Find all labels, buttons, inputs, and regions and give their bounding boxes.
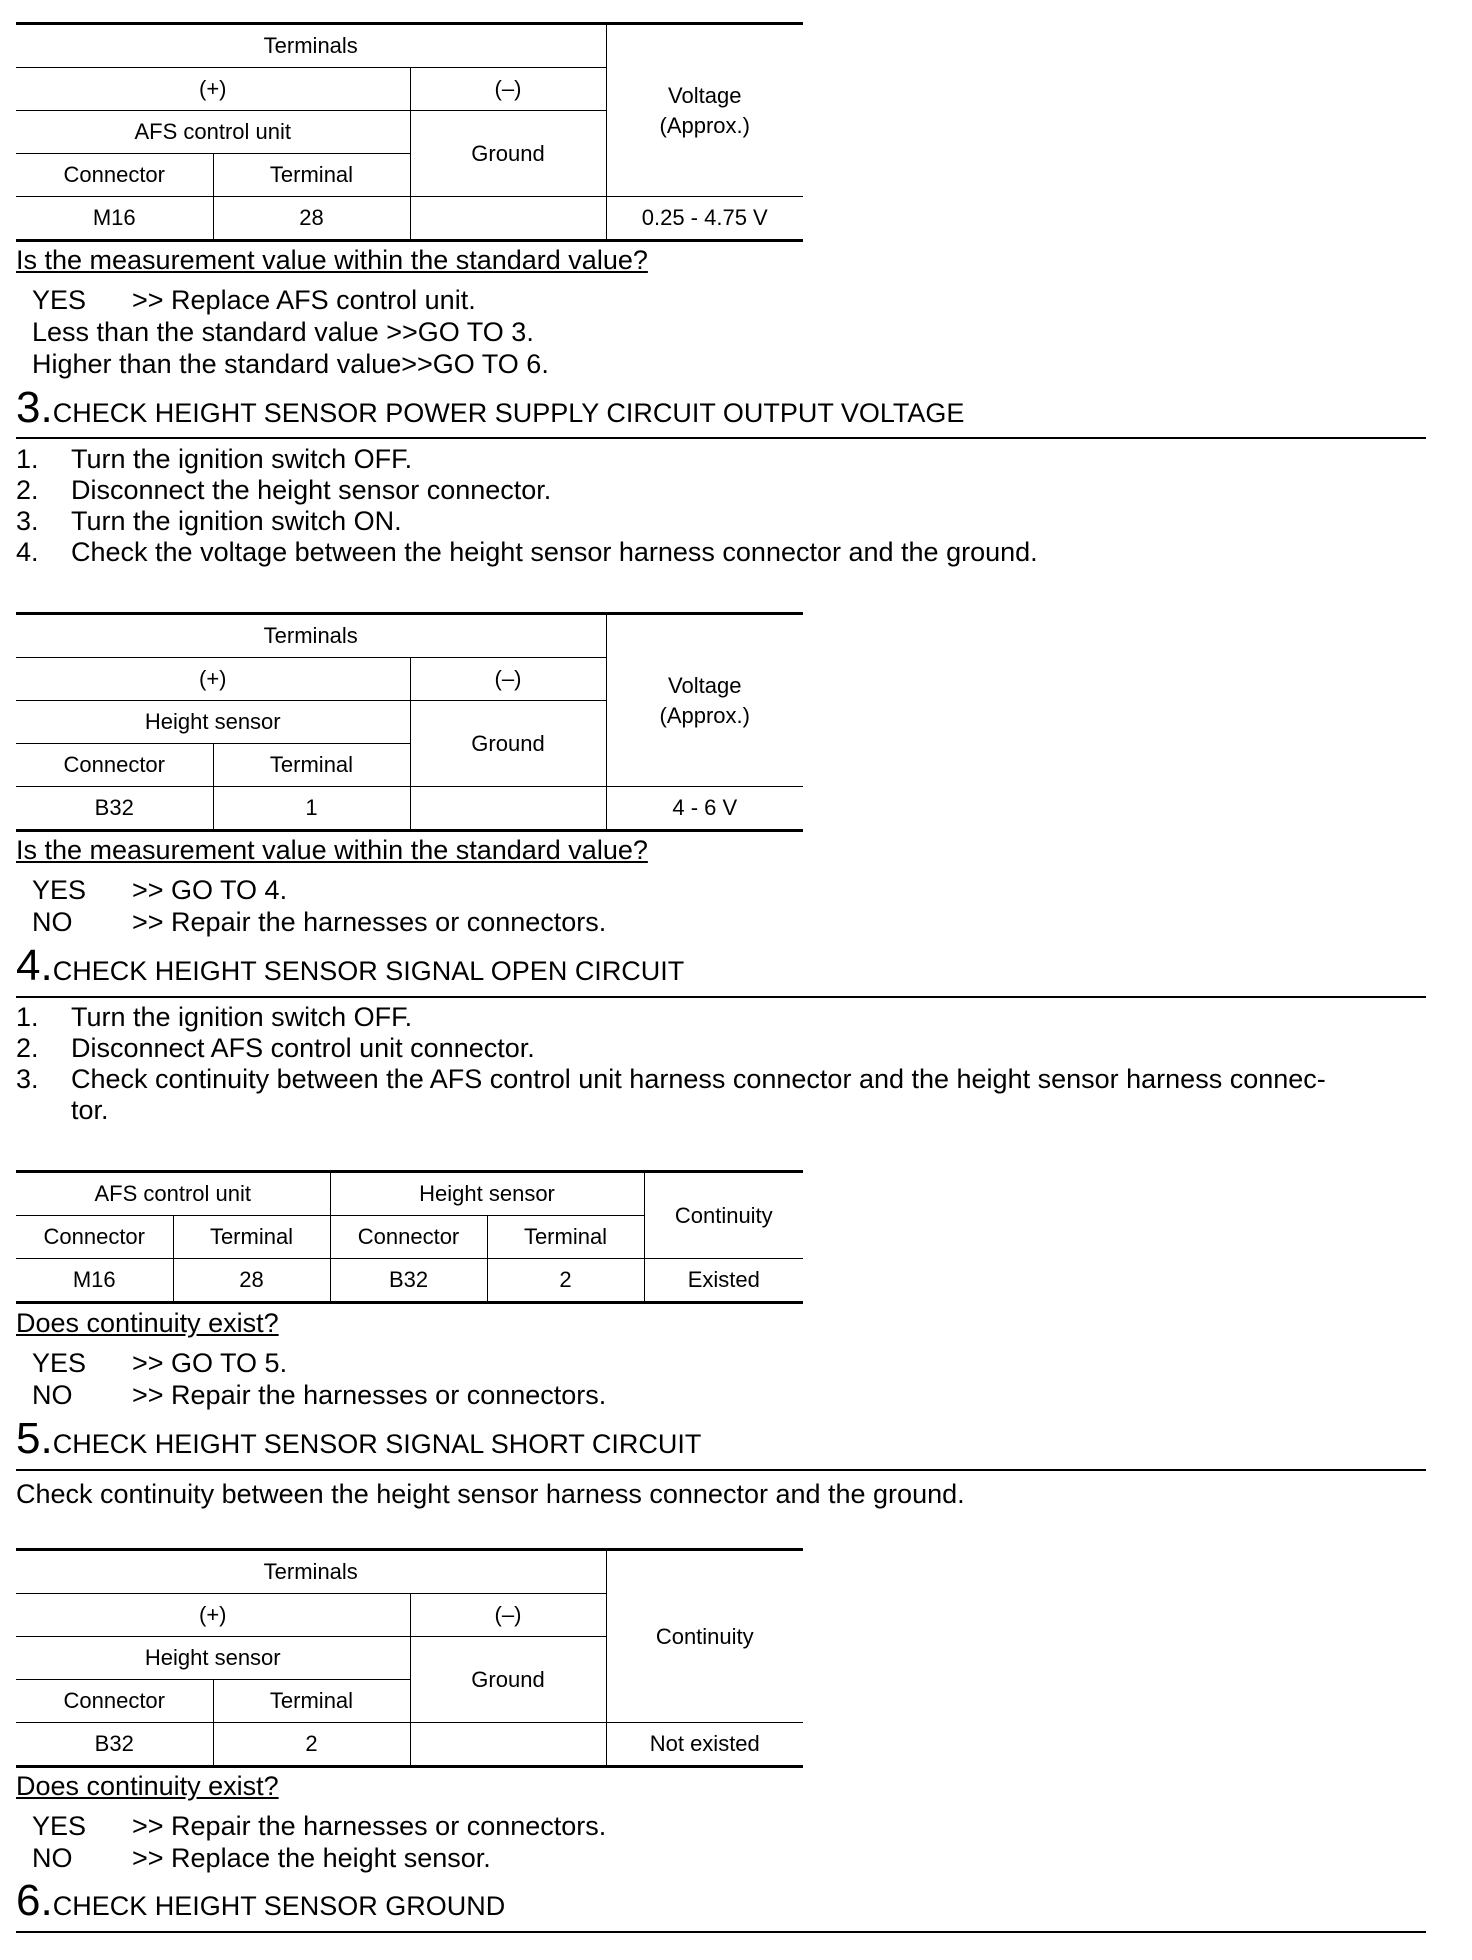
plus-header: (+) <box>16 68 410 111</box>
step-6-heading: 6.CHECK HEIGHT SENSOR GROUND <box>16 1876 506 1925</box>
connector-header: Connector <box>16 154 213 197</box>
step-5-heading: 5.CHECK HEIGHT SENSOR SIGNAL SHORT CIRCUIT <box>16 1414 702 1463</box>
ground-empty-cell <box>410 197 606 241</box>
connector-header: Connector <box>330 1216 487 1259</box>
list-item: 3. Check continuity between the AFS control unit harness connector and the height sensor harness connec- tor. <box>16 1064 1326 1125</box>
continuity-header: Continuity <box>644 1172 803 1259</box>
continuity-value: Not existed <box>606 1723 803 1767</box>
step-4-list <box>16 1002 1426 1126</box>
unit-header: AFS control unit <box>16 111 410 154</box>
terminal-value: 28 <box>213 197 410 241</box>
question-3: Does continuity exist? <box>16 1308 279 1338</box>
afs-unit-header: AFS control unit <box>16 1172 330 1216</box>
step-5-text: Check continuity between the height sensor harness connector and the ground. <box>16 1479 965 1509</box>
ground-cell: Ground <box>410 1637 606 1723</box>
step-3-list <box>16 444 1426 568</box>
answer-no: NO >> Replace the height sensor. <box>32 1843 491 1873</box>
answer-yes: YES >> GO TO 4. <box>32 875 288 905</box>
list-item: 1. Turn the ignition switch OFF. <box>16 444 413 474</box>
continuity-table-short <box>16 1548 803 1768</box>
answer-yes: YES >> Replace AFS control unit. <box>32 285 476 315</box>
connector-value: M16 <box>16 1259 173 1303</box>
plus-header: (+) <box>16 658 410 701</box>
terminal-header: Terminal <box>487 1216 644 1259</box>
connector-header: Connector <box>16 1680 213 1723</box>
terminal-value: 2 <box>213 1723 410 1767</box>
connector-value: B32 <box>16 1723 213 1767</box>
terminal-header: Terminal <box>213 1680 410 1723</box>
continuity-header: Continuity <box>606 1550 803 1723</box>
voltage-value: 0.25 - 4.75 V <box>606 197 803 241</box>
step-5-rule <box>16 1469 1426 1471</box>
list-item: 3. Turn the ignition switch ON. <box>16 506 402 536</box>
answer-higher: Higher than the standard value>>GO TO 6. <box>32 349 549 379</box>
ground-empty-cell <box>410 1723 606 1767</box>
terminal-value: 2 <box>487 1259 644 1303</box>
answers-4 <box>32 1810 606 1874</box>
connector-header: Connector <box>16 744 213 787</box>
unit-header: Height sensor <box>16 1637 410 1680</box>
minus-header: (–) <box>410 1594 606 1637</box>
list-item: 2. Disconnect the height sensor connector. <box>16 475 552 505</box>
terminal-header: Terminal <box>213 744 410 787</box>
terminal-value: 1 <box>213 787 410 831</box>
voltage-header: Voltage (Approx.) <box>606 24 803 197</box>
voltage-table-height-sensor <box>16 612 803 832</box>
answer-less: Less than the standard value >>GO TO 3. <box>32 317 534 347</box>
question-1: Is the measurement value within the standard value? <box>16 245 648 275</box>
step-3-rule <box>16 437 1426 439</box>
step-3-heading: 3.CHECK HEIGHT SENSOR POWER SUPPLY CIRCUIT OUTPUT VOLTAGE <box>16 383 965 432</box>
connector-value: B32 <box>16 787 213 831</box>
step-6-rule <box>16 1931 1426 1933</box>
minus-header: (–) <box>410 68 606 111</box>
connector-header: Connector <box>16 1216 173 1259</box>
terminals-header: Terminals <box>16 614 606 658</box>
minus-header: (–) <box>410 658 606 701</box>
answers-2 <box>32 874 606 938</box>
list-item: 1. Turn the ignition switch OFF. <box>16 1002 413 1032</box>
list-item: 2. Disconnect AFS control unit connector. <box>16 1033 535 1063</box>
voltage-value: 4 - 6 V <box>606 787 803 831</box>
ground-cell: Ground <box>410 701 606 787</box>
connector-value: M16 <box>16 197 213 241</box>
terminal-header: Terminal <box>173 1216 330 1259</box>
ground-cell: Ground <box>410 111 606 197</box>
voltage-table-afs <box>16 22 803 242</box>
step-4-heading: 4.CHECK HEIGHT SENSOR SIGNAL OPEN CIRCUIT <box>16 941 685 990</box>
connector-value: B32 <box>330 1259 487 1303</box>
question-2: Is the measurement value within the standard value? <box>16 835 648 865</box>
step-4-rule <box>16 996 1426 998</box>
height-sensor-header: Height sensor <box>330 1172 644 1216</box>
list-item: 4. Check the voltage between the height sensor harness connector and the ground. <box>16 537 1038 567</box>
terminal-header: Terminal <box>213 154 410 197</box>
answer-no: NO >> Repair the harnesses or connectors. <box>32 907 607 937</box>
terminal-value: 28 <box>173 1259 330 1303</box>
continuity-value: Existed <box>644 1259 803 1303</box>
terminals-header: Terminals <box>16 24 606 68</box>
answers-1 <box>32 284 549 380</box>
answer-no: NO >> Repair the harnesses or connectors. <box>32 1380 607 1410</box>
unit-header: Height sensor <box>16 701 410 744</box>
answer-yes: YES >> Repair the harnesses or connectors. <box>32 1811 607 1841</box>
ground-empty-cell <box>410 787 606 831</box>
terminals-header: Terminals <box>16 1550 606 1594</box>
continuity-table-open <box>16 1170 803 1304</box>
voltage-header: Voltage (Approx.) <box>606 614 803 787</box>
answer-yes: YES >> GO TO 5. <box>32 1348 288 1378</box>
answers-3 <box>32 1347 606 1411</box>
question-4: Does continuity exist? <box>16 1771 279 1801</box>
plus-header: (+) <box>16 1594 410 1637</box>
